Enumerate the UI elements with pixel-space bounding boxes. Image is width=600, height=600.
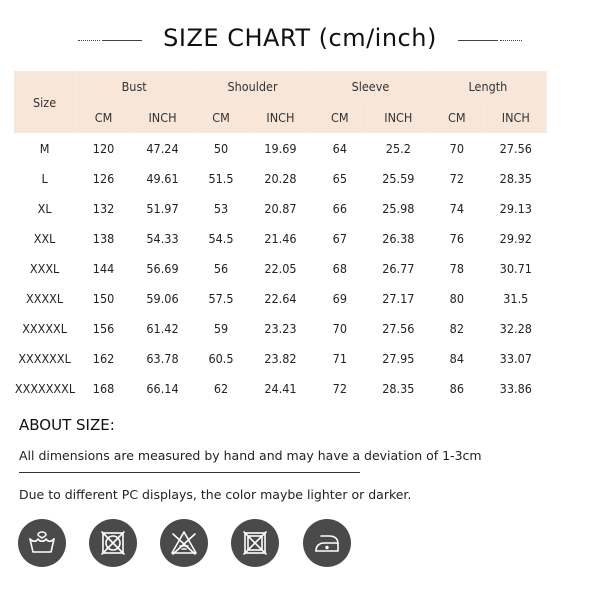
size-cell: XXXL xyxy=(29,260,60,276)
value-cell: 56 xyxy=(213,260,229,276)
low-iron-icon xyxy=(303,519,351,567)
value-cell: 23.82 xyxy=(264,350,297,366)
value-cell: 28.35 xyxy=(382,380,415,396)
do-not-dry-clean-icon xyxy=(231,519,279,567)
unit-header: CM xyxy=(193,101,249,133)
unit-header: INCH xyxy=(368,101,429,133)
size-cell: XL xyxy=(37,200,52,216)
value-cell: 29.92 xyxy=(499,230,532,246)
value-cell: 150 xyxy=(92,290,115,306)
value-cell: 61.42 xyxy=(146,320,179,336)
value-cell: 120 xyxy=(92,140,115,156)
value-cell: 57.5 xyxy=(208,290,234,306)
table-row xyxy=(14,343,547,373)
size-cell: XXXXXL xyxy=(22,320,68,336)
value-cell: 53 xyxy=(213,200,229,216)
value-cell: 168 xyxy=(92,380,115,396)
value-cell: 30.71 xyxy=(499,260,532,276)
size-cell: XXXXXXL xyxy=(18,350,71,366)
value-cell: 27.56 xyxy=(499,140,532,156)
value-cell: 24.41 xyxy=(264,380,297,396)
size-cell: XXL xyxy=(33,230,56,246)
value-cell: 70 xyxy=(449,140,464,156)
value-cell: 62 xyxy=(213,380,229,396)
value-cell: 49.61 xyxy=(146,170,179,186)
value-cell: 76 xyxy=(449,230,464,246)
value-cell: 33.86 xyxy=(499,380,532,396)
color-note: Due to different PC displays, the color maybe lighter or darker. xyxy=(19,487,412,502)
unit-header: INCH xyxy=(249,101,312,133)
measurement-note: All dimensions are measured by hand and may have a deviation of 1-3cm xyxy=(19,448,482,463)
value-cell: 132 xyxy=(92,200,115,216)
group-header-sleeve: Sleeve xyxy=(312,71,429,101)
title-bar xyxy=(0,24,600,58)
size-cell: L xyxy=(41,170,48,186)
value-cell: 54.5 xyxy=(208,230,234,246)
about-size-heading: ABOUT SIZE: xyxy=(19,416,115,434)
table-header-group-row xyxy=(14,71,547,101)
value-cell: 162 xyxy=(92,350,115,366)
value-cell: 25.59 xyxy=(382,170,415,186)
table-row xyxy=(14,223,547,253)
do-not-bleach-icon xyxy=(160,519,208,567)
value-cell: 63.78 xyxy=(146,350,179,366)
value-cell: 71 xyxy=(332,350,347,366)
do-not-tumble-dry-icon xyxy=(89,519,137,567)
value-cell: 72 xyxy=(449,170,464,186)
value-cell: 60.5 xyxy=(208,350,234,366)
table-row xyxy=(14,313,547,343)
value-cell: 56.69 xyxy=(146,260,179,276)
size-header: Size xyxy=(14,71,75,133)
value-cell: 26.38 xyxy=(382,230,415,246)
value-cell: 21.46 xyxy=(264,230,297,246)
unit-header: CM xyxy=(429,101,485,133)
unit-header: CM xyxy=(75,101,132,133)
value-cell: 22.64 xyxy=(264,290,297,306)
value-cell: 25.98 xyxy=(382,200,415,216)
unit-header: CM xyxy=(312,101,368,133)
value-cell: 126 xyxy=(92,170,115,186)
value-cell: 19.69 xyxy=(264,140,297,156)
value-cell: 138 xyxy=(92,230,115,246)
value-cell: 47.24 xyxy=(146,140,179,156)
hand-wash-icon xyxy=(18,519,66,567)
value-cell: 54.33 xyxy=(146,230,179,246)
value-cell: 80 xyxy=(449,290,464,306)
value-cell: 29.13 xyxy=(499,200,532,216)
value-cell: 51.97 xyxy=(146,200,179,216)
value-cell: 66 xyxy=(332,200,347,216)
unit-header: INCH xyxy=(132,101,193,133)
value-cell: 20.87 xyxy=(264,200,297,216)
value-cell: 59.06 xyxy=(146,290,179,306)
group-header-shoulder: Shoulder xyxy=(193,71,312,101)
value-cell: 28.35 xyxy=(499,170,532,186)
value-cell: 26.77 xyxy=(382,260,415,276)
unit-header: INCH xyxy=(485,101,547,133)
value-cell: 67 xyxy=(332,230,347,246)
table-row xyxy=(14,133,547,163)
value-cell: 27.95 xyxy=(382,350,415,366)
value-cell: 51.5 xyxy=(208,170,234,186)
value-cell: 20.28 xyxy=(264,170,297,186)
value-cell: 27.17 xyxy=(382,290,415,306)
value-cell: 59 xyxy=(213,320,229,336)
value-cell: 72 xyxy=(332,380,347,396)
value-cell: 78 xyxy=(449,260,464,276)
value-cell: 64 xyxy=(332,140,347,156)
value-cell: 156 xyxy=(92,320,115,336)
value-cell: 69 xyxy=(332,290,347,306)
table-row xyxy=(14,163,547,193)
table-body xyxy=(14,133,547,403)
table-row xyxy=(14,283,547,313)
table-row xyxy=(14,373,547,403)
note-underline xyxy=(19,472,360,473)
value-cell: 33.07 xyxy=(499,350,532,366)
page-title: SIZE CHART (cm/inch) xyxy=(163,24,437,52)
value-cell: 86 xyxy=(449,380,464,396)
size-table xyxy=(14,71,547,403)
value-cell: 74 xyxy=(449,200,464,216)
table-row xyxy=(14,253,547,283)
value-cell: 66.14 xyxy=(146,380,179,396)
value-cell: 144 xyxy=(92,260,115,276)
value-cell: 32.28 xyxy=(499,320,532,336)
table-header-unit-row xyxy=(14,101,547,133)
value-cell: 82 xyxy=(449,320,464,336)
value-cell: 50 xyxy=(213,140,229,156)
group-header-length: Length xyxy=(429,71,547,101)
value-cell: 27.56 xyxy=(382,320,415,336)
size-cell: XXXXXXXL xyxy=(14,380,76,396)
value-cell: 65 xyxy=(332,170,347,186)
size-cell: M xyxy=(39,140,50,156)
table-row xyxy=(14,193,547,223)
size-cell: XXXXL xyxy=(26,290,64,306)
value-cell: 25.2 xyxy=(385,140,411,156)
value-cell: 84 xyxy=(449,350,464,366)
value-cell: 23.23 xyxy=(264,320,297,336)
value-cell: 70 xyxy=(332,320,347,336)
value-cell: 68 xyxy=(332,260,347,276)
value-cell: 22.05 xyxy=(264,260,297,276)
group-header-bust: Bust xyxy=(75,71,193,101)
value-cell: 31.5 xyxy=(503,290,529,306)
